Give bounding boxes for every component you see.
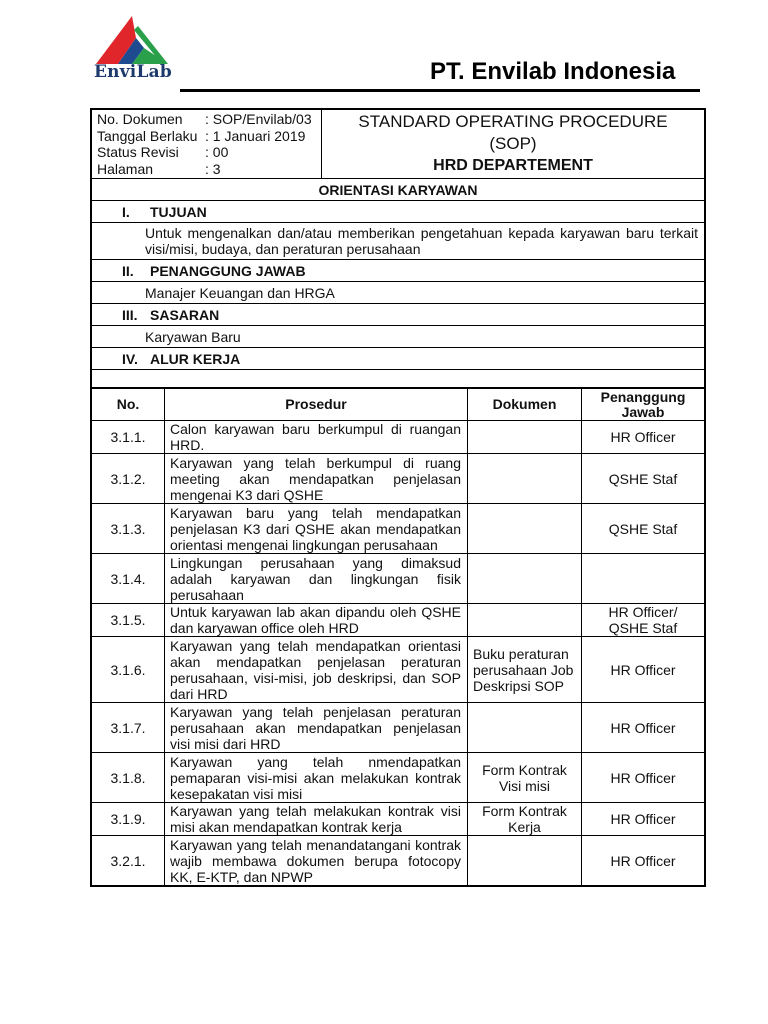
meta-label: No. Dokumen: [97, 111, 183, 127]
row-responsible: HR Officer: [582, 703, 705, 753]
column-header-prosedur: Prosedur: [165, 389, 468, 421]
row-document: [468, 504, 582, 554]
company-name: PT. Envilab Indonesia: [430, 58, 676, 85]
meta-row: [97, 161, 316, 178]
row-number: 3.1.9.: [92, 803, 165, 836]
row-document: Form Kontrak Kerja: [468, 803, 582, 836]
meta-row: [97, 128, 316, 145]
row-document: Buku peraturan perusahaan Job Deskripsi SOP: [468, 637, 582, 703]
section-number: II.: [122, 262, 134, 279]
meta-value: : SOP/Envilab/03: [205, 111, 312, 127]
row-number: 3.1.5.: [92, 604, 165, 637]
row-responsible: HR Officer: [582, 421, 705, 454]
section-title: SASARAN: [150, 306, 220, 323]
row-responsible: HR Officer/ QSHE Staf: [582, 604, 705, 637]
envilab-logo: [92, 14, 172, 94]
procedure-table: [91, 388, 705, 886]
section-number: III.: [122, 306, 138, 323]
row-number: 3.1.1.: [92, 421, 165, 454]
section-body-penanggung-jawab: Manajer Keuangan dan HRGA: [92, 282, 705, 304]
table-row: [92, 604, 705, 637]
sop-title-line2: (SOP): [489, 134, 537, 153]
row-document: [468, 604, 582, 637]
row-responsible: QSHE Staf: [582, 504, 705, 554]
section-heading-sasaran: [92, 304, 705, 326]
meta-value: : 1 Januari 2019: [205, 127, 306, 144]
row-responsible: [582, 554, 705, 604]
table-row: [92, 554, 705, 604]
table-row: [92, 504, 705, 554]
column-header-no: No.: [92, 389, 165, 421]
row-document: [468, 836, 582, 886]
meta-row: [97, 144, 316, 161]
meta-row: [97, 111, 316, 128]
row-responsible: HR Officer: [582, 803, 705, 836]
row-number: 3.1.7.: [92, 703, 165, 753]
meta-value: : 3: [205, 160, 221, 177]
table-row: [92, 753, 705, 803]
table-row: [92, 803, 705, 836]
logo-text: EnviLab: [94, 62, 172, 82]
blank-row: [92, 370, 705, 388]
department-title: HRD DEPARTEMENT: [433, 157, 593, 174]
table-row: [92, 637, 705, 703]
row-number: 3.1.4.: [92, 554, 165, 604]
meta-label: Status Revisi: [97, 144, 179, 160]
row-number: 3.1.6.: [92, 637, 165, 703]
row-procedure: Karyawan yang telah menandatangani kontrak wajib membawa dokumen berupa fotocopy KK, E-KTP, dan NPWP: [165, 836, 468, 886]
row-number: 3.1.2.: [92, 454, 165, 504]
row-responsible: HR Officer: [582, 637, 705, 703]
row-number: 3.1.3.: [92, 504, 165, 554]
subject-title: ORIENTASI KARYAWAN: [92, 179, 705, 201]
row-number: 3.1.8.: [92, 753, 165, 803]
section-number: IV.: [122, 350, 138, 367]
row-procedure: Karyawan yang telah penjelasan peraturan perusahaan akan mendapatkan penjelasan visi misi dari HRD: [165, 703, 468, 753]
meta-value: : 00: [205, 144, 229, 160]
row-procedure: Karyawan yang telah berkumpul di ruang meeting akan mendapatkan penjelasan mengenai K3 dari QSHE: [165, 454, 468, 504]
row-number: 3.2.1.: [92, 836, 165, 886]
section-heading-penanggung-jawab: [92, 260, 705, 282]
sop-document: [90, 108, 706, 887]
document-meta: [92, 110, 322, 179]
table-row: [92, 836, 705, 886]
row-document: [468, 554, 582, 604]
column-header-dokumen: Dokumen: [468, 389, 582, 421]
meta-label: Halaman: [97, 160, 154, 177]
row-procedure: Karyawan yang telah mendapatkan orientasi akan mendapatkan penjelasan peraturan perusahaan, visi-misi, job deskripsi, dan SOP dari HRD: [165, 637, 468, 703]
row-procedure: Untuk karyawan lab akan dipandu oleh QSHE dan karyawan office oleh HRD: [165, 604, 468, 637]
row-responsible: HR Officer: [582, 753, 705, 803]
sop-title-line1: STANDARD OPERATING PROCEDURE: [358, 112, 668, 131]
row-document: Form Kontrak Visi misi: [468, 753, 582, 803]
row-procedure: Calon karyawan baru berkumpul di ruangan HRD.: [165, 421, 468, 454]
column-header-penanggung-jawab: Penanggung Jawab: [582, 389, 705, 421]
section-number: I.: [122, 203, 130, 220]
row-responsible: HR Officer: [582, 836, 705, 886]
row-procedure: Karyawan baru yang telah mendapatkan penjelasan K3 dari QSHE akan mendapatkan orientasi mengenai lingkungan perusahaan: [165, 504, 468, 554]
row-document: [468, 454, 582, 504]
table-row: [92, 421, 705, 454]
row-procedure: Karyawan yang telah nmendapatkan pemaparan visi-misi akan melakukan kontrak kesepakatan visi misi: [165, 753, 468, 803]
row-responsible: QSHE Staf: [582, 454, 705, 504]
row-procedure: Karyawan yang telah melakukan kontrak visi misi akan mendapatkan kontrak kerja: [165, 803, 468, 836]
section-heading-alur-kerja: [92, 348, 705, 370]
section-body-sasaran: Karyawan Baru: [92, 326, 705, 348]
row-document: [468, 421, 582, 454]
table-row: [92, 454, 705, 504]
table-row: [92, 703, 705, 753]
section-title: PENANGGUNG JAWAB: [150, 262, 306, 279]
section-title: ALUR KERJA: [150, 350, 241, 367]
row-procedure: Lingkungan perusahaan yang dimaksud adalah karyawan dan lingkungan fisik perusahaan: [165, 554, 468, 604]
section-title: TUJUAN: [150, 203, 207, 220]
section-body-tujuan: Untuk mengenalkan dan/atau memberikan pengetahuan kepada karyawan baru terkait visi/misi, budaya, dan peraturan perusahaan: [92, 223, 705, 260]
row-document: [468, 703, 582, 753]
section-heading-tujuan: [92, 201, 705, 223]
meta-label: Tanggal Berlaku: [97, 127, 198, 144]
sop-title-block: [322, 110, 705, 179]
header-table: [91, 109, 705, 388]
header-rule: [180, 89, 700, 92]
